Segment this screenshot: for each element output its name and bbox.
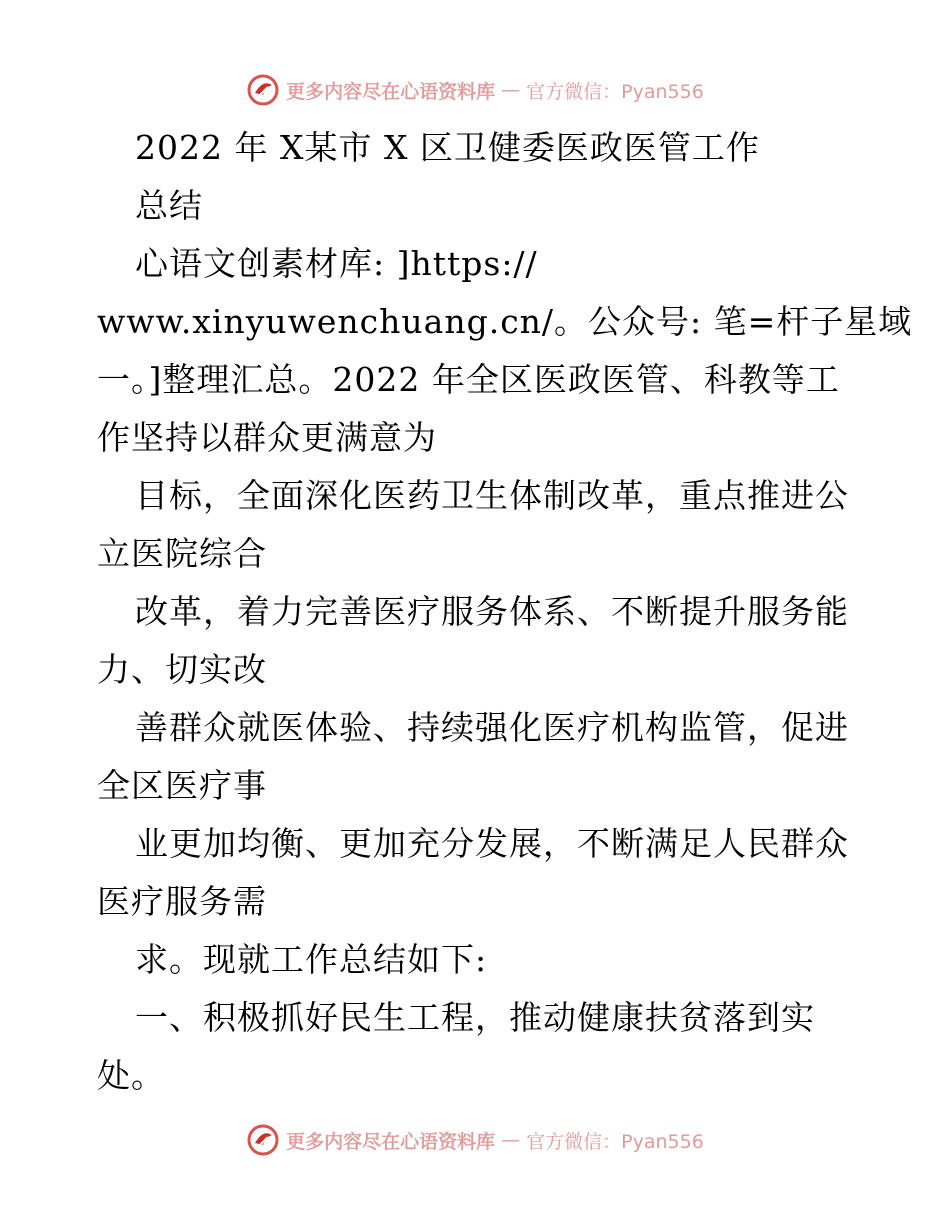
doc-line: 改革，着力完善医疗服务体系、不断提升服务能: [135, 592, 849, 631]
doc-title-line-2: 总结: [135, 186, 203, 225]
banner-wechat: 官方微信：Pyan556: [526, 80, 704, 103]
doc-line: 力、切实改: [97, 650, 267, 689]
header-banner: [0, 70, 950, 110]
doc-line: 医疗服务需: [97, 882, 267, 921]
doc-line: 心语文创素材库: ]https://: [135, 244, 538, 283]
doc-line: www.xinyuwenchuang.cn/。公众号: 笔=杆子星域: [97, 302, 913, 341]
doc-line: 全区医疗事: [97, 766, 267, 805]
banner-slogan: 更多内容尽在心语资料库: [286, 1130, 496, 1153]
brand-logo-icon: [246, 1123, 280, 1157]
doc-line: 业更加均衡、更加充分发展，不断满足人民群众: [135, 824, 849, 863]
doc-heading-line: 一、积极抓好民生工程，推动健康扶贫落到实: [135, 998, 815, 1037]
footer-banner: [0, 1120, 950, 1160]
banner-separator: —: [501, 1129, 521, 1151]
doc-title-line-1: 2022 年 X某市 X 区卫健委医政医管工作: [135, 128, 760, 167]
doc-line: 作坚持以群众更满意为: [97, 418, 437, 457]
doc-line: 目标，全面深化医药卫生体制改革，重点推进公: [135, 476, 849, 515]
doc-line: 立医院综合: [97, 534, 267, 573]
brand-logo-icon: [246, 73, 280, 107]
banner-separator: —: [501, 79, 521, 101]
doc-line: 善群众就医体验、持续强化医疗机构监管，促进: [135, 708, 849, 747]
doc-heading-line: 处。: [97, 1056, 165, 1095]
doc-line: 一。]整理汇总。2022 年全区医政医管、科教等工: [97, 360, 840, 399]
doc-line: 求。现就工作总结如下:: [135, 940, 488, 979]
banner-slogan: 更多内容尽在心语资料库: [286, 80, 496, 103]
banner-wechat: 官方微信：Pyan556: [526, 1130, 704, 1153]
